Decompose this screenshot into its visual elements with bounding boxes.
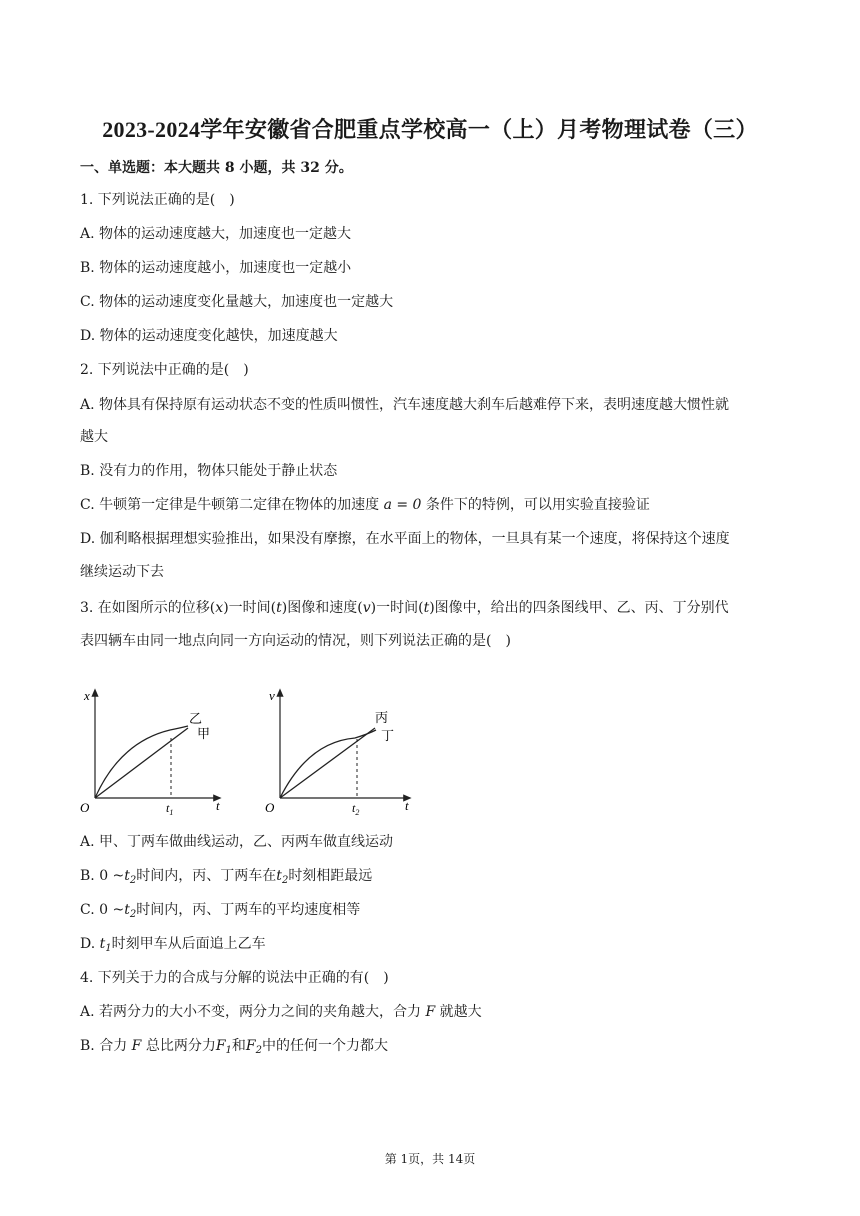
- curve-label-yi: 乙: [189, 711, 203, 726]
- question-2-option-d-line1: D. 伽利略根据理想实验推出，如果没有摩擦，在水平面上的物体，一旦具有某一个速度，将保持这个速度: [80, 531, 730, 547]
- curve-label-jia: 甲: [197, 726, 211, 741]
- math-sub: 2: [255, 1045, 263, 1056]
- option-text: 中的任何一个力都大: [262, 1038, 389, 1054]
- math-sub: 1: [225, 1045, 232, 1056]
- question-3-figure: [70, 680, 430, 820]
- math-t: t: [124, 868, 130, 884]
- section-heading: 一、单选题：本大题共 8 小题，共 32 分。: [80, 160, 353, 176]
- question-4-option-a: [80, 1002, 482, 1022]
- origin-label: O: [265, 800, 275, 815]
- option-text: A. 若两分力的大小不变，两分力之间的夹角越大，合力: [80, 1004, 422, 1020]
- question-2-stem: 2. 下列说法中正确的是( ): [80, 362, 249, 378]
- question-1-option-d: D. 物体的运动速度变化越快，加速度越大: [80, 328, 338, 344]
- curve-label-bing: 丙: [375, 710, 389, 725]
- math-t: t: [276, 600, 282, 616]
- y-axis-label: x: [84, 688, 90, 703]
- option-text: 总比两分力: [145, 1038, 216, 1054]
- math-x: x: [215, 600, 224, 616]
- math-t: t: [124, 902, 130, 918]
- question-2-option-c: [80, 495, 650, 515]
- question-4-option-b: [80, 1036, 388, 1061]
- stem-text: )一时间(: [223, 600, 277, 616]
- math-sub: 1: [105, 943, 112, 954]
- option-text: 时间内，丙、丁两车的平均速度相等: [136, 902, 361, 918]
- math-t: t: [276, 868, 282, 884]
- stem-text: )图像中，给出的四条图线甲、乙、丙、丁分别代: [429, 600, 729, 616]
- stem-text: 3. 在如图所示的位移(: [80, 600, 216, 616]
- question-2-option-d-line2: 继续运动下去: [80, 564, 164, 580]
- option-text: 时间内，丙、丁两车在: [136, 868, 277, 884]
- math-a-equals-zero: a = 0: [383, 497, 422, 513]
- math-v: v: [362, 600, 371, 616]
- tick-label-t1: $t_1$: [166, 801, 174, 817]
- page-footer: 第 1页，共 14页: [384, 1152, 476, 1166]
- curve-label-ding: 丁: [381, 728, 395, 743]
- stem-text: )图像和速度(: [281, 600, 363, 616]
- stem-text: )一时间(: [370, 600, 424, 616]
- origin-label: O: [80, 800, 90, 815]
- question-4-stem: 4. 下列关于力的合成与分解的说法中正确的有( ): [80, 970, 389, 986]
- question-2-option-a-line2: 越大: [80, 429, 108, 445]
- option-text: 就越大: [439, 1004, 482, 1020]
- question-1-option-c: C. 物体的运动速度变化量越大，加速度也一定越大: [80, 294, 394, 310]
- math-sub: 2: [129, 875, 137, 886]
- question-3-option-a: A. 甲、丁两车做曲线运动，乙、丙两车做直线运动: [80, 834, 394, 850]
- math-sub: 2: [281, 875, 289, 886]
- line-ding: [280, 728, 375, 798]
- x-axis-label: t: [216, 798, 220, 813]
- line-jia: [95, 728, 188, 798]
- question-2-option-a-line1: A. 物体具有保持原有运动状态不变的性质叫惯性，汽车速度越大刹车后越难停下来，表明速度越大惯性就: [80, 397, 730, 413]
- math-f: F: [131, 1038, 142, 1054]
- question-2-option-b: B. 没有力的作用，物体只能处于静止状态: [80, 463, 338, 479]
- question-1-option-a: A. 物体的运动速度越大，加速度也一定越大: [80, 226, 352, 242]
- tick-label-t2: $t_2$: [352, 801, 360, 817]
- option-c-text-after: 条件下的特例，可以用实验直接验证: [425, 497, 650, 513]
- question-1-option-b: B. 物体的运动速度越小，加速度也一定越小: [80, 260, 352, 276]
- question-3-option-c: [80, 900, 360, 925]
- position-time-graph: [80, 688, 220, 817]
- option-text: C. 0 ~: [80, 902, 125, 918]
- math-sub: 2: [129, 909, 137, 920]
- page-title: 2023-2024学年安徽省合肥重点学校高一（上）月考物理试卷（三）: [102, 117, 758, 142]
- option-c-text-before: C. 牛顿第一定律是牛顿第二定律在物体的加速度: [80, 497, 380, 513]
- question-3-stem-line1: [80, 598, 729, 618]
- question-3-stem-line2: 表四辆车由同一地点向同一方向运动的情况，则下列说法正确的是( ): [80, 633, 511, 649]
- question-1-stem: 1. 下列说法正确的是( ): [80, 192, 235, 208]
- velocity-time-graph: [265, 688, 409, 817]
- x-axis-label: t: [405, 798, 409, 813]
- y-axis-label: v: [269, 688, 275, 703]
- math-t: t: [99, 936, 106, 952]
- option-text: 和: [231, 1038, 246, 1054]
- option-text: 时刻甲车从后面追上乙车: [111, 936, 266, 952]
- question-3-option-b: [80, 866, 372, 891]
- math-f2: F: [245, 1038, 256, 1054]
- math-t: t: [423, 600, 430, 616]
- math-f: F: [425, 1004, 436, 1020]
- math-f1: F: [215, 1038, 226, 1054]
- option-text: B. 0 ~: [80, 868, 125, 884]
- question-3-option-d: D. $t_1$时刻甲车从后面追上乙车: [80, 936, 266, 954]
- option-text: B. 合力: [80, 1038, 128, 1054]
- option-text: 时刻相距最远: [288, 868, 373, 884]
